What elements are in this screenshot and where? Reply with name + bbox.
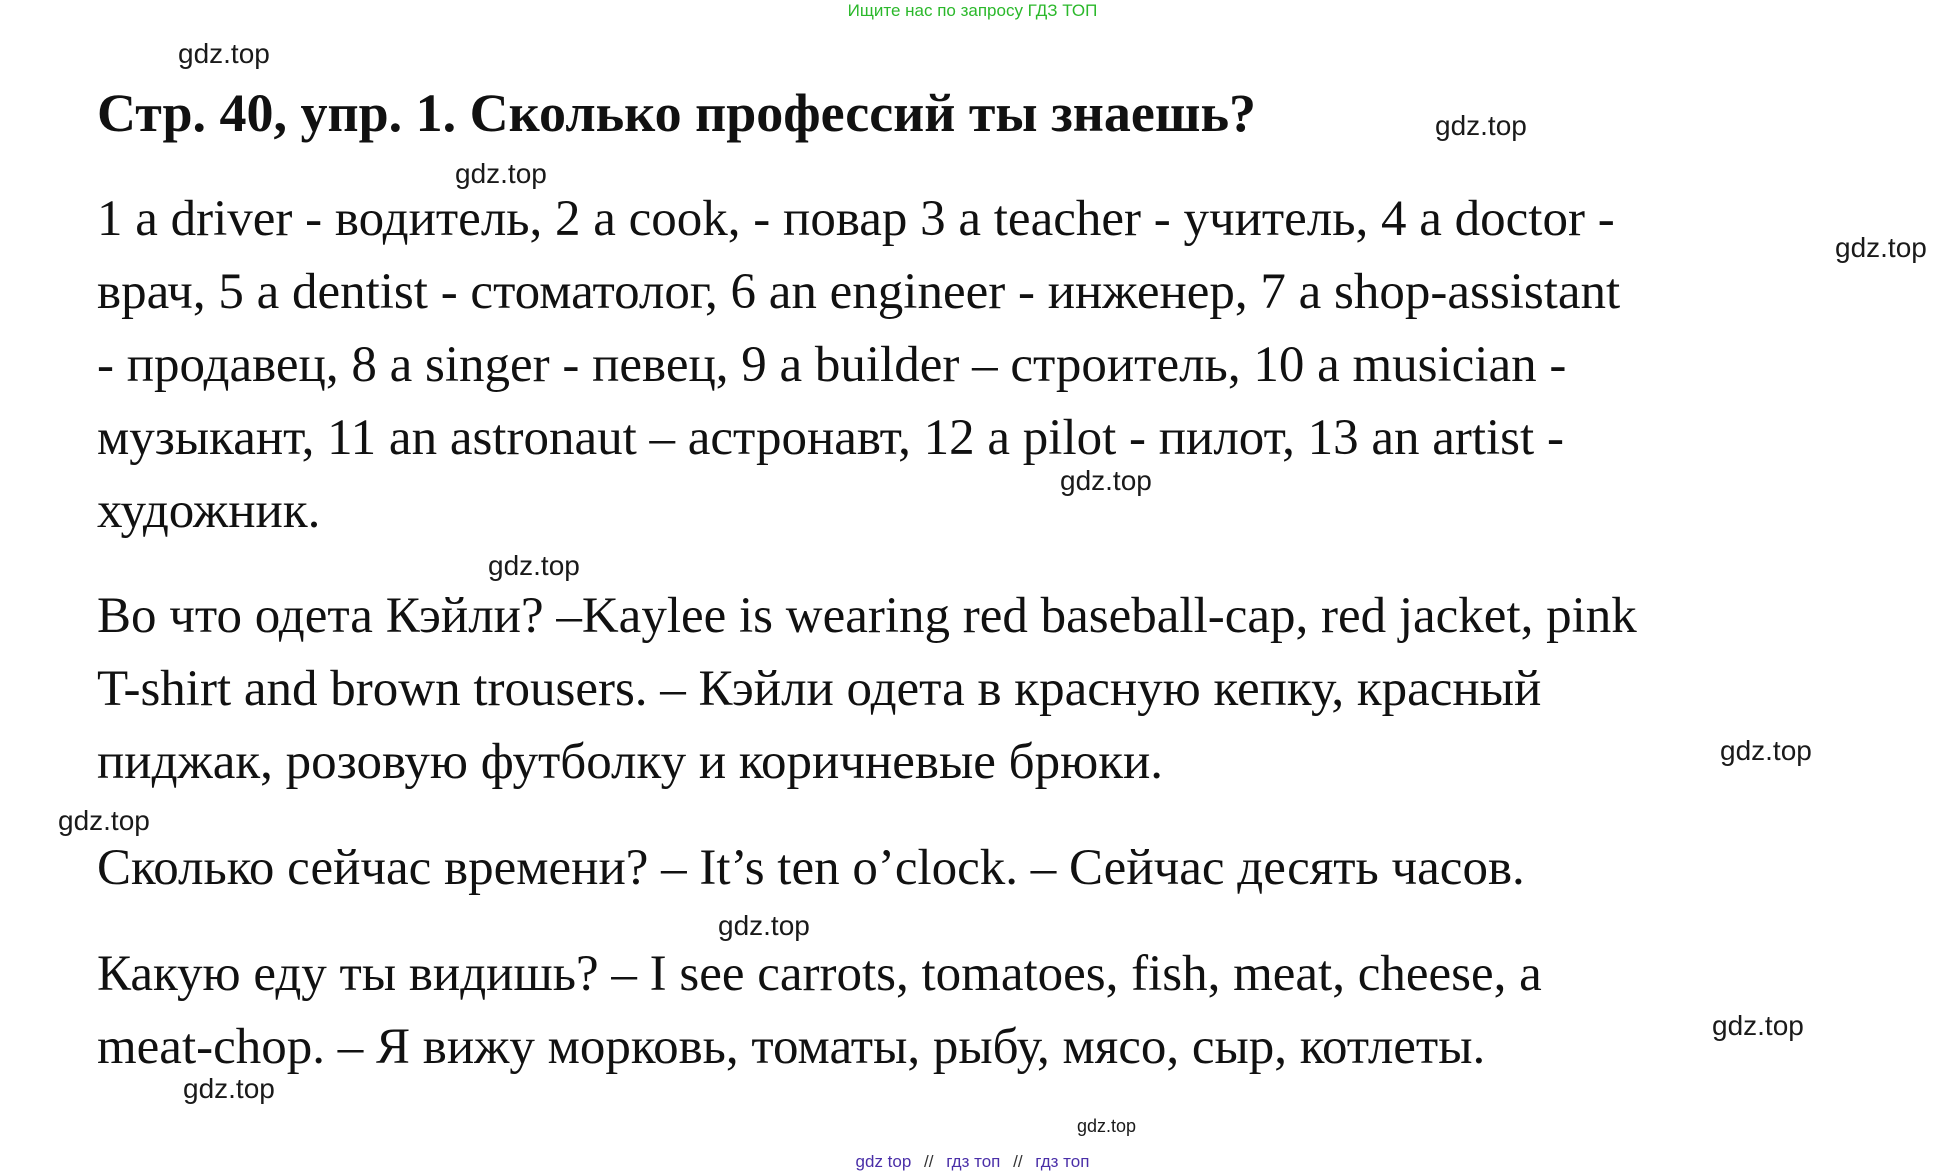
- text-line: T-shirt and brown trousers. – Кэйли одета в красную кепку, красный: [97, 661, 1542, 717]
- food-paragraph: [97, 938, 1887, 1084]
- bottom-link[interactable]: гдз топ: [1035, 1152, 1090, 1171]
- text-line: meat-chop. – Я вижу морковь, томаты, рыбу, мясо, сыр, котлеты.: [97, 1019, 1486, 1075]
- watermark: gdz.top: [1835, 232, 1927, 263]
- separator: //: [924, 1152, 934, 1171]
- separator: //: [1013, 1152, 1023, 1171]
- watermark: gdz.top: [1712, 1010, 1804, 1041]
- text-line: пиджак, розовую футболку и коричневые брюки.: [97, 734, 1164, 790]
- time-paragraph: [97, 832, 1887, 905]
- text-line: - продавец, 8 a singer - певец, 9 a builder – строитель, 10 a musician -: [97, 337, 1567, 393]
- text-line: врач, 5 a dentist - стоматолог, 6 an engineer - инженер, 7 a shop-assistant: [97, 264, 1621, 320]
- watermark: gdz.top: [1720, 735, 1812, 766]
- exercise-title: Стр. 40, упр. 1. Сколько профессий ты знаешь?: [97, 83, 1256, 143]
- watermark: gdz.top: [1060, 465, 1152, 496]
- watermark: gdz.top: [488, 550, 580, 581]
- text-line: Какую еду ты видишь? – I see carrots, tomatoes, fish, meat, cheese, a: [97, 946, 1542, 1002]
- text-line: музыкант, 11 an astronaut – астронавт, 12 a pilot - пилот, 13 an artist -: [97, 410, 1564, 466]
- watermark: gdz.top: [58, 805, 150, 836]
- text-line: Во что одета Кэйли? –Kaylee is wearing red baseball-cap, red jacket, pink: [97, 588, 1637, 644]
- bottom-link[interactable]: gdz top: [855, 1152, 912, 1171]
- top-banner: Ищите нас по запросу ГДЗ ТОП: [847, 1, 1098, 20]
- professions-paragraph: [97, 183, 1887, 548]
- watermark: gdz.top: [455, 158, 547, 189]
- watermark: gdz.top: [183, 1073, 275, 1104]
- text-line: художник.: [97, 483, 321, 539]
- watermark: gdz.top: [1435, 110, 1527, 141]
- text-line: 1 a driver - водитель, 2 a cook, - повар 3 a teacher - учитель, 4 a doctor -: [97, 191, 1615, 247]
- clothes-paragraph: [97, 580, 1887, 799]
- text-line: Сколько сейчас времени? – It’s ten o’clock. – Сейчас десять часов.: [97, 840, 1525, 896]
- watermark: gdz.top: [178, 38, 270, 69]
- watermark: gdz.top: [718, 910, 810, 941]
- bottom-links: [0, 1152, 1945, 1172]
- bottom-link[interactable]: гдз топ: [946, 1152, 1001, 1171]
- watermark-small: gdz.top: [1077, 1116, 1137, 1136]
